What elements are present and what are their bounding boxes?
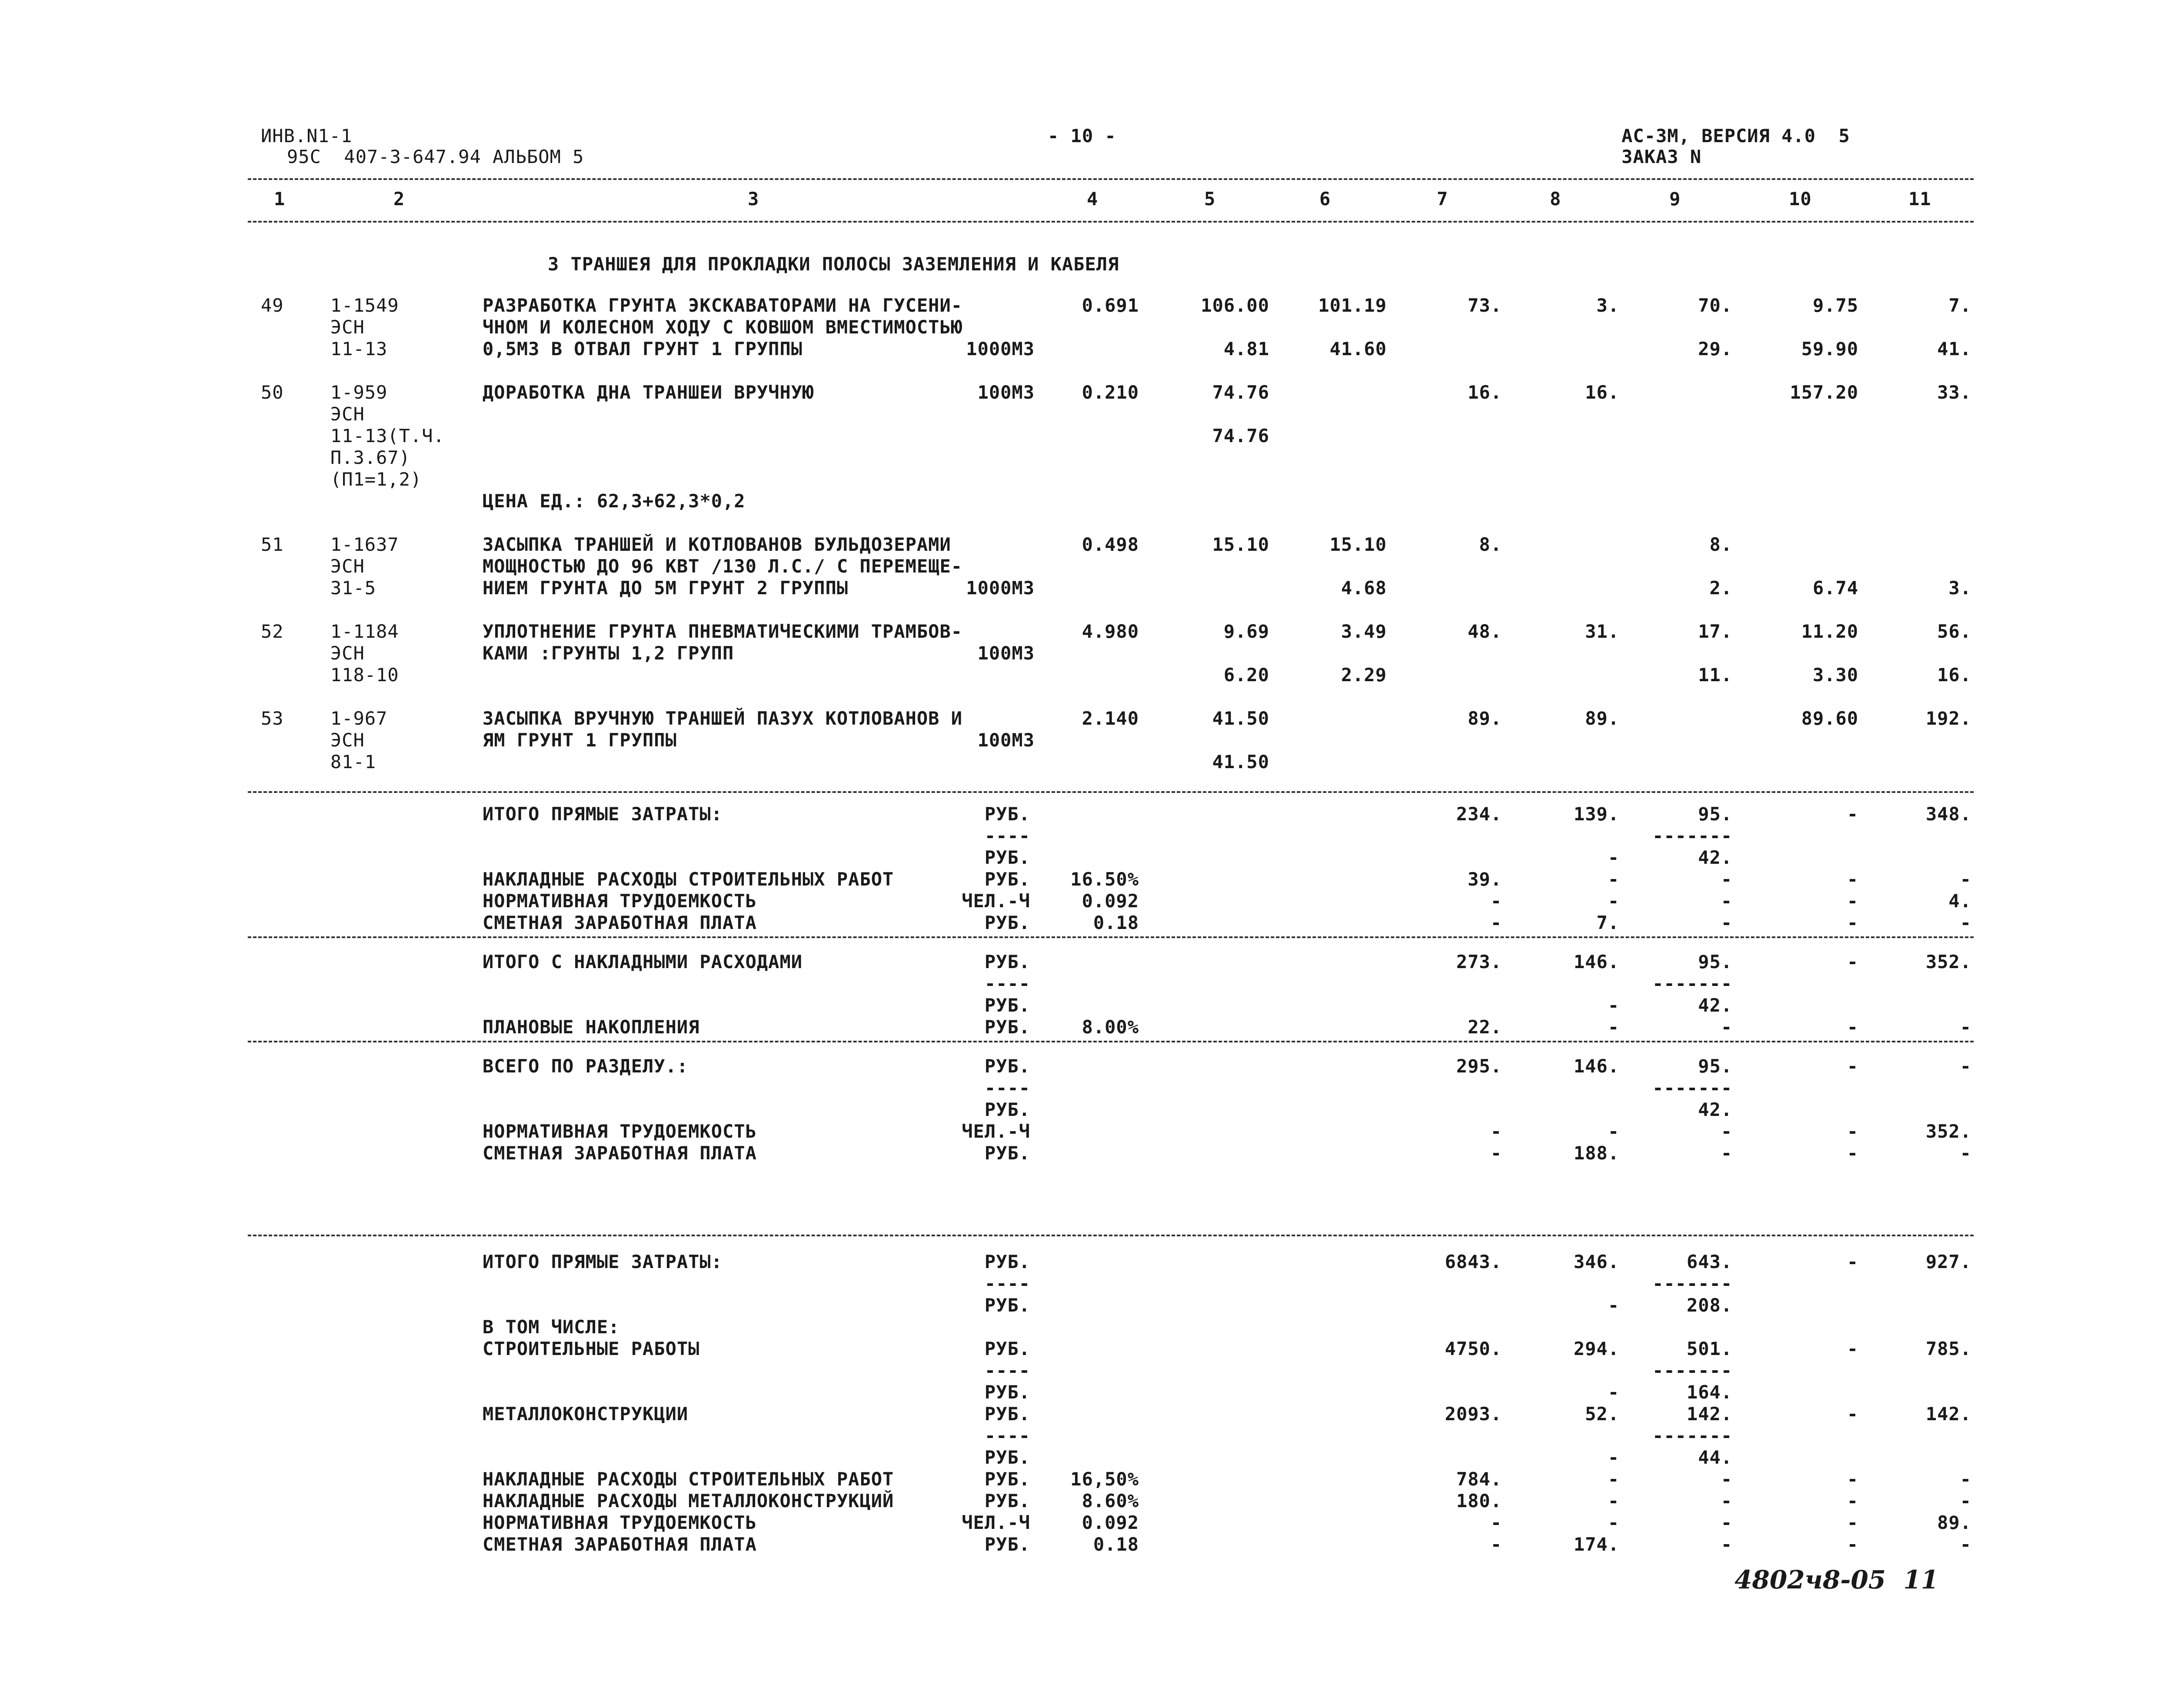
- item-value-c11: 7.: [1948, 295, 1971, 316]
- item-description-line: УПЛОТНЕНИЕ ГРУНТА ПНЕВМАТИЧЕСКИМИ ТРАМБОВ-: [483, 621, 963, 642]
- summary-value-c7: -: [1490, 1121, 1502, 1142]
- item-value-c9: 8.: [1709, 534, 1732, 555]
- summary-value-c11: 352.: [1925, 951, 1971, 972]
- item-value-c5: 15.10: [1212, 534, 1269, 555]
- item-number: 52: [261, 621, 284, 642]
- item-value-c8: 89.: [1585, 708, 1619, 729]
- summary-value-c11: 142.: [1925, 1403, 1971, 1425]
- item-norm-note: (П1=1,2): [330, 469, 422, 490]
- summary-value-c11: -: [1960, 869, 1971, 890]
- item-value-c7: 89.: [1468, 708, 1502, 729]
- column-number: 10: [1789, 188, 1812, 210]
- item-unit: 100М3: [977, 729, 1035, 751]
- summary-value-c10: -: [1847, 1055, 1858, 1077]
- item-value-c7: 73.: [1468, 295, 1502, 316]
- item-value-c8: 16.: [1585, 382, 1619, 403]
- item-description-line: ДОРАБОТКА ДНА ТРАНШЕИ ВРУЧНУЮ: [483, 382, 814, 403]
- summary-value-c9: 95.: [1698, 951, 1732, 972]
- summary-value-c7: 234.: [1456, 803, 1502, 825]
- item-value-c6: 4.68: [1341, 577, 1387, 599]
- summary-value-c9: 95.: [1698, 1055, 1732, 1077]
- column-number: 6: [1319, 188, 1331, 210]
- item-code: 1-1637: [330, 534, 399, 555]
- summary-unit: РУБ.: [984, 847, 1030, 868]
- summary-value-c8: -: [1608, 1382, 1619, 1403]
- column-number-rule: [248, 221, 1974, 223]
- handwritten-document-number: 4802ч8-05 11: [1735, 1565, 1939, 1595]
- summary-unit: РУБ.: [984, 1403, 1030, 1425]
- item-value-c10: 9.75: [1812, 295, 1858, 316]
- item-value-c10: 157.20: [1790, 382, 1858, 403]
- page-number: - 10 -: [1048, 125, 1116, 146]
- item-description-line: МОЩНОСТЬЮ ДО 96 КВТ /130 Л.С./ С ПЕРЕМЕЩЕ-: [483, 556, 963, 577]
- summary-value-c9: -: [1721, 1142, 1732, 1164]
- item-description-line: РАЗРАБОТКА ГРУНТА ЭКСКАВАТОРАМИ НА ГУСЕНИ-: [483, 295, 963, 316]
- summary-unit: РУБ.: [984, 1338, 1030, 1359]
- summary-value-c7: 2093.: [1445, 1403, 1502, 1425]
- summary-value-c9: -: [1721, 1490, 1732, 1512]
- item-value-c11: 192.: [1925, 708, 1971, 729]
- summary-unit: РУБ.: [984, 1490, 1030, 1512]
- summary-label: НАКЛАДНЫЕ РАСХОДЫ МЕТАЛЛОКОНСТРУКЦИЙ: [483, 1490, 894, 1512]
- item-value-c9: 2.: [1709, 577, 1732, 599]
- item-description-line: ЗАСЫПКА ТРАНШЕЙ И КОТЛОВАНОВ БУЛЬДОЗЕРАМИ: [483, 534, 951, 555]
- summary-unit: РУБ.: [984, 1251, 1030, 1272]
- item-value-c10: 11.20: [1801, 621, 1858, 642]
- summary-value-c9: 501.: [1686, 1338, 1732, 1359]
- summary-unit: РУБ.: [984, 1534, 1030, 1555]
- item-value-c6: 2.29: [1341, 664, 1387, 686]
- item-value-c10: 6.74: [1812, 577, 1858, 599]
- summary-label: ИТОГО ПРЯМЫЕ ЗАТРАТЫ:: [483, 1251, 723, 1272]
- summary-unit: РУБ.: [984, 1142, 1030, 1164]
- item-value-c6: 41.60: [1329, 338, 1387, 360]
- item-norm-reference: 118-10: [330, 664, 399, 686]
- summary-value-c11: -: [1960, 1468, 1971, 1490]
- summary-value-c11: -: [1960, 912, 1971, 933]
- summary-value-c9: -: [1721, 1534, 1732, 1555]
- summary-value-c10: -: [1847, 1121, 1858, 1142]
- summary-unit: ----: [984, 825, 1030, 846]
- summary-value-c8: -: [1608, 1512, 1619, 1533]
- summary-value-c8: -: [1608, 995, 1619, 1016]
- item-value-c11: 3.: [1948, 577, 1971, 599]
- item-norm-reference: 11-13(Т.Ч.: [330, 425, 445, 446]
- item-value-c11: 56.: [1937, 621, 1971, 642]
- item-value-c10: 59.90: [1801, 338, 1858, 360]
- summary-value-c10: -: [1847, 869, 1858, 890]
- item-value-c4: 0.210: [1082, 382, 1139, 403]
- column-number: 4: [1087, 188, 1099, 210]
- summary-label: ВСЕГО ПО РАЗДЕЛУ.:: [483, 1055, 689, 1077]
- item-norm-note: П.3.67): [330, 447, 411, 468]
- summary-value-c7: 4750.: [1445, 1338, 1502, 1359]
- summary-rate: 8.60%: [1082, 1490, 1139, 1512]
- summary-value-c8: 146.: [1573, 951, 1619, 972]
- summary-unit: ЧЕЛ.-Ч: [962, 890, 1030, 912]
- summary-value-c7: -: [1490, 890, 1502, 912]
- summary-value-c10: -: [1847, 1490, 1858, 1512]
- summary-value-c8: 139.: [1573, 803, 1619, 825]
- item-value-c5: 74.76: [1212, 425, 1269, 446]
- summary-value-c8: 146.: [1573, 1055, 1619, 1077]
- column-number: 8: [1550, 188, 1562, 210]
- summary-unit: РУБ.: [984, 1447, 1030, 1468]
- summary-value-c11: 785.: [1925, 1338, 1971, 1359]
- summary-value-c9: 208.: [1686, 1295, 1732, 1316]
- inventory-number: ИНВ.N1-1: [261, 125, 353, 146]
- summary-value-c7: -: [1490, 912, 1502, 933]
- summary-value-c9: 142.: [1686, 1403, 1732, 1425]
- summary-value-c7: 180.: [1456, 1490, 1502, 1512]
- item-code: 1-1184: [330, 621, 399, 642]
- summary-value-c9: 164.: [1686, 1382, 1732, 1403]
- item-description-line: ЯМ ГРУНТ 1 ГРУППЫ: [483, 729, 677, 751]
- summary-label: НАКЛАДНЫЕ РАСХОДЫ СТРОИТЕЛЬНЫХ РАБОТ: [483, 869, 894, 890]
- summary-unit: РУБ.: [984, 912, 1030, 933]
- item-norm-reference: 81-1: [330, 751, 376, 772]
- summary-label: СТРОИТЕЛЬНЫЕ РАБОТЫ: [483, 1338, 700, 1359]
- summary-value-c9: -------: [1652, 1273, 1732, 1294]
- summary-value-c9: -------: [1652, 1077, 1732, 1099]
- item-description-line: НИЕМ ГРУНТА ДО 5М ГРУНТ 2 ГРУППЫ: [483, 577, 849, 599]
- summary-rate: 16.50%: [1070, 869, 1139, 890]
- summary-value-c8: 294.: [1573, 1338, 1619, 1359]
- item-norm-base: ЭСН: [330, 403, 365, 425]
- summary-value-c10: -: [1847, 1338, 1858, 1359]
- summary-label: ПЛАНОВЫЕ НАКОПЛЕНИЯ: [483, 1016, 700, 1038]
- item-value-c8: 31.: [1585, 621, 1619, 642]
- item-value-c11: 16.: [1937, 664, 1971, 686]
- summary-rate: 0.092: [1082, 890, 1139, 912]
- summary-rate: 0.092: [1082, 1512, 1139, 1533]
- summary-value-c9: -: [1721, 890, 1732, 912]
- summary-label: НОРМАТИВНАЯ ТРУДОЕМКОСТЬ: [483, 1512, 757, 1533]
- summary-value-c10: -: [1847, 1512, 1858, 1533]
- item-norm-base: ЭСН: [330, 643, 365, 664]
- summary-value-c10: -: [1847, 912, 1858, 933]
- summary-label: СМЕТНАЯ ЗАРАБОТНАЯ ПЛАТА: [483, 1142, 757, 1164]
- summary-label: НОРМАТИВНАЯ ТРУДОЕМКОСТЬ: [483, 1121, 757, 1142]
- item-unit: 1000М3: [966, 338, 1035, 360]
- item-value-c7: 48.: [1468, 621, 1502, 642]
- summary-value-c8: 346.: [1573, 1251, 1619, 1272]
- summary-value-c7: 6843.: [1445, 1251, 1502, 1272]
- summary-value-c7: 295.: [1456, 1055, 1502, 1077]
- summary-unit: РУБ.: [984, 995, 1030, 1016]
- item-value-c4: 0.691: [1082, 295, 1139, 316]
- summary-unit: ----: [984, 1273, 1030, 1294]
- item-code: 1-1549: [330, 295, 399, 316]
- summary-value-c9: -: [1721, 1512, 1732, 1533]
- summary-value-c9: 42.: [1698, 995, 1732, 1016]
- summary-value-c7: 784.: [1456, 1468, 1502, 1490]
- header-rule: [248, 178, 1974, 180]
- item-norm-base: ЭСН: [330, 316, 365, 338]
- item-value-c9: 11.: [1698, 664, 1732, 686]
- summary-unit: РУБ.: [984, 1295, 1030, 1316]
- item-value-c8: 3.: [1596, 295, 1619, 316]
- summary-value-c10: -: [1847, 1142, 1858, 1164]
- order-number: ЗАКАЗ N: [1622, 146, 1702, 167]
- item-value-c4: 4.980: [1082, 621, 1139, 642]
- summary-unit: РУБ.: [984, 1468, 1030, 1490]
- summary-value-c8: -: [1608, 869, 1619, 890]
- summary-rate: 0.18: [1093, 912, 1139, 933]
- summary-value-c8: -: [1608, 1295, 1619, 1316]
- summary-value-c11: 4.: [1948, 890, 1971, 912]
- summary-value-c9: 643.: [1686, 1251, 1732, 1272]
- item-code: 1-967: [330, 708, 388, 729]
- summary-value-c11: 927.: [1925, 1251, 1971, 1272]
- summary-unit: РУБ.: [984, 1016, 1030, 1038]
- item-value-c4: 2.140: [1082, 708, 1139, 729]
- summary-value-c11: -: [1960, 1142, 1971, 1164]
- summary-value-c8: 52.: [1585, 1403, 1619, 1425]
- summary-value-c9: 42.: [1698, 1099, 1732, 1120]
- summary-unit: РУБ.: [984, 951, 1030, 972]
- summary-value-c9: -: [1721, 912, 1732, 933]
- item-value-c5: 41.50: [1212, 751, 1269, 772]
- summary-value-c9: -: [1721, 869, 1732, 890]
- summary-unit: ----: [984, 1077, 1030, 1099]
- summary-value-c9: -: [1721, 1468, 1732, 1490]
- summary-value-c7: 273.: [1456, 951, 1502, 972]
- item-unit-price-formula: ЦЕНА ЕД.: 62,3+62,3*0,2: [483, 490, 746, 512]
- summary-value-c9: -------: [1652, 1360, 1732, 1381]
- summary-label: ИТОГО С НАКЛАДНЫМИ РАСХОДАМИ: [483, 951, 803, 972]
- item-value-c5: 106.00: [1201, 295, 1269, 316]
- column-number: 2: [393, 188, 405, 210]
- summary-unit: ЧЕЛ.-Ч: [962, 1512, 1030, 1533]
- summary-value-c10: -: [1847, 803, 1858, 825]
- item-value-c6: 3.49: [1341, 621, 1387, 642]
- item-code: 1-959: [330, 382, 388, 403]
- summary-label: МЕТАЛЛОКОНСТРУКЦИИ: [483, 1403, 689, 1425]
- summary-rate: 8.00%: [1082, 1016, 1139, 1038]
- item-value-c5: 74.76: [1212, 382, 1269, 403]
- summary-value-c9: -------: [1652, 1425, 1732, 1446]
- summary-value-c8: -: [1608, 1447, 1619, 1468]
- item-description-line: ЧНОМ И КОЛЕСНОМ ХОДУ С КОВШОМ ВМЕСТИМОСТЬЮ: [483, 316, 963, 338]
- column-number: 5: [1204, 188, 1216, 210]
- item-value-c4: 0.498: [1082, 534, 1139, 555]
- summary-value-c11: -: [1960, 1490, 1971, 1512]
- column-number: 7: [1437, 188, 1448, 210]
- summary-label: СМЕТНАЯ ЗАРАБОТНАЯ ПЛАТА: [483, 912, 757, 933]
- item-value-c9: 29.: [1698, 338, 1732, 360]
- item-value-c10: 3.30: [1812, 664, 1858, 686]
- summary-value-c8: -: [1608, 1121, 1619, 1142]
- column-number: 9: [1669, 188, 1681, 210]
- summary-value-c11: 352.: [1925, 1121, 1971, 1142]
- summary-value-c10: -: [1847, 890, 1858, 912]
- summary-value-c11: -: [1960, 1055, 1971, 1077]
- item-value-c5: 6.20: [1223, 664, 1269, 686]
- item-value-c9: 17.: [1698, 621, 1732, 642]
- section-title: 3 ТРАНШЕЯ ДЛЯ ПРОКЛАДКИ ПОЛОСЫ ЗАЗЕМЛЕНИЯ И КАБЕЛЯ: [548, 253, 1119, 275]
- item-norm-base: ЭСН: [330, 729, 365, 751]
- column-number: 11: [1908, 188, 1931, 210]
- item-description-line: ЗАСЫПКА ВРУЧНУЮ ТРАНШЕЙ ПАЗУХ КОТЛОВАНОВ И: [483, 708, 963, 729]
- summary-value-c7: 39.: [1468, 869, 1502, 890]
- summary-value-c8: 188.: [1573, 1142, 1619, 1164]
- summary-unit: РУБ.: [984, 803, 1030, 825]
- summary-unit: РУБ.: [984, 1099, 1030, 1120]
- summary-value-c7: 22.: [1468, 1016, 1502, 1038]
- summary-unit: ----: [984, 1425, 1030, 1446]
- album-reference: 95С 407-3-647.94 АЛЬБОМ 5: [287, 146, 584, 167]
- item-value-c7: 8.: [1479, 534, 1502, 555]
- item-norm-base: ЭСН: [330, 556, 365, 577]
- summary-value-c9: -------: [1652, 825, 1732, 846]
- summary-value-c10: -: [1847, 1016, 1858, 1038]
- item-norm-reference: 11-13: [330, 338, 388, 360]
- item-number: 51: [261, 534, 284, 555]
- item-number: 53: [261, 708, 284, 729]
- summary-value-c7: -: [1490, 1534, 1502, 1555]
- summary-label: ИТОГО ПРЯМЫЕ ЗАТРАТЫ:: [483, 803, 723, 825]
- summary-value-c8: -: [1608, 1468, 1619, 1490]
- summary-value-c7: -: [1490, 1512, 1502, 1533]
- summary-value-c8: 174.: [1573, 1534, 1619, 1555]
- summary-value-c10: -: [1847, 951, 1858, 972]
- summary-unit: ЧЕЛ.-Ч: [962, 1121, 1030, 1142]
- item-value-c6: 15.10: [1329, 534, 1387, 555]
- summary-value-c10: -: [1847, 1403, 1858, 1425]
- item-value-c5: 9.69: [1223, 621, 1269, 642]
- summary-value-c8: -: [1608, 1016, 1619, 1038]
- item-value-c11: 33.: [1937, 382, 1971, 403]
- summary-rate: 16,50%: [1070, 1468, 1139, 1490]
- summary-value-c9: -------: [1652, 973, 1732, 994]
- summary-unit: ----: [984, 973, 1030, 994]
- item-description-line: 0,5М3 В ОТВАЛ ГРУНТ 1 ГРУППЫ: [483, 338, 803, 360]
- item-value-c5: 41.50: [1212, 708, 1269, 729]
- summary-rate: 0.18: [1093, 1534, 1139, 1555]
- summary-value-c8: -: [1608, 890, 1619, 912]
- item-value-c6: 101.19: [1318, 295, 1387, 316]
- item-norm-reference: 31-5: [330, 577, 376, 599]
- item-number: 49: [261, 295, 284, 316]
- summary-unit: РУБ.: [984, 1382, 1030, 1403]
- summary-value-c8: 7.: [1596, 912, 1619, 933]
- summary-value-c11: 89.: [1937, 1512, 1971, 1533]
- summary-value-c10: -: [1847, 1468, 1858, 1490]
- summary-label: СМЕТНАЯ ЗАРАБОТНАЯ ПЛАТА: [483, 1534, 757, 1555]
- summary-value-c10: -: [1847, 1251, 1858, 1272]
- summary-value-c10: -: [1847, 1534, 1858, 1555]
- item-unit: 1000М3: [966, 577, 1035, 599]
- item-unit: 100М3: [977, 643, 1035, 664]
- item-value-c5: 4.81: [1223, 338, 1269, 360]
- summary-value-c8: -: [1608, 847, 1619, 868]
- summary-label: НОРМАТИВНАЯ ТРУДОЕМКОСТЬ: [483, 890, 757, 912]
- item-description-line: КАМИ :ГРУНТЫ 1,2 ГРУПП: [483, 643, 734, 664]
- summary-label: НАКЛАДНЫЕ РАСХОДЫ СТРОИТЕЛЬНЫХ РАБОТ: [483, 1468, 894, 1490]
- summary-value-c11: 348.: [1925, 803, 1971, 825]
- column-number: 3: [748, 188, 759, 210]
- summary-value-c8: -: [1608, 1490, 1619, 1512]
- summary-value-c9: 44.: [1698, 1447, 1732, 1468]
- item-number: 50: [261, 382, 284, 403]
- summary-unit: РУБ.: [984, 869, 1030, 890]
- summary-label: В ТОМ ЧИСЛЕ:: [483, 1316, 620, 1338]
- summary-value-c9: 95.: [1698, 803, 1732, 825]
- summary-rule: [248, 1041, 1974, 1042]
- item-value-c11: 41.: [1937, 338, 1971, 360]
- totals-start-rule: [248, 1235, 1974, 1236]
- program-version: АС-3М, ВЕРСИЯ 4.0 5: [1622, 125, 1850, 146]
- item-unit: 100М3: [977, 382, 1035, 403]
- summary-value-c11: -: [1960, 1016, 1971, 1038]
- summary-unit: РУБ.: [984, 1055, 1030, 1077]
- item-value-c7: 16.: [1468, 382, 1502, 403]
- column-number: 1: [274, 188, 286, 210]
- summary-value-c7: -: [1490, 1142, 1502, 1164]
- summary-value-c11: -: [1960, 1534, 1971, 1555]
- items-end-rule: [248, 791, 1974, 793]
- summary-value-c9: -: [1721, 1016, 1732, 1038]
- item-value-c9: 70.: [1698, 295, 1732, 316]
- summary-value-c9: -: [1721, 1121, 1732, 1142]
- item-value-c10: 89.60: [1801, 708, 1858, 729]
- summary-unit: ----: [984, 1360, 1030, 1381]
- summary-value-c9: 42.: [1698, 847, 1732, 868]
- summary-rule: [248, 936, 1974, 938]
